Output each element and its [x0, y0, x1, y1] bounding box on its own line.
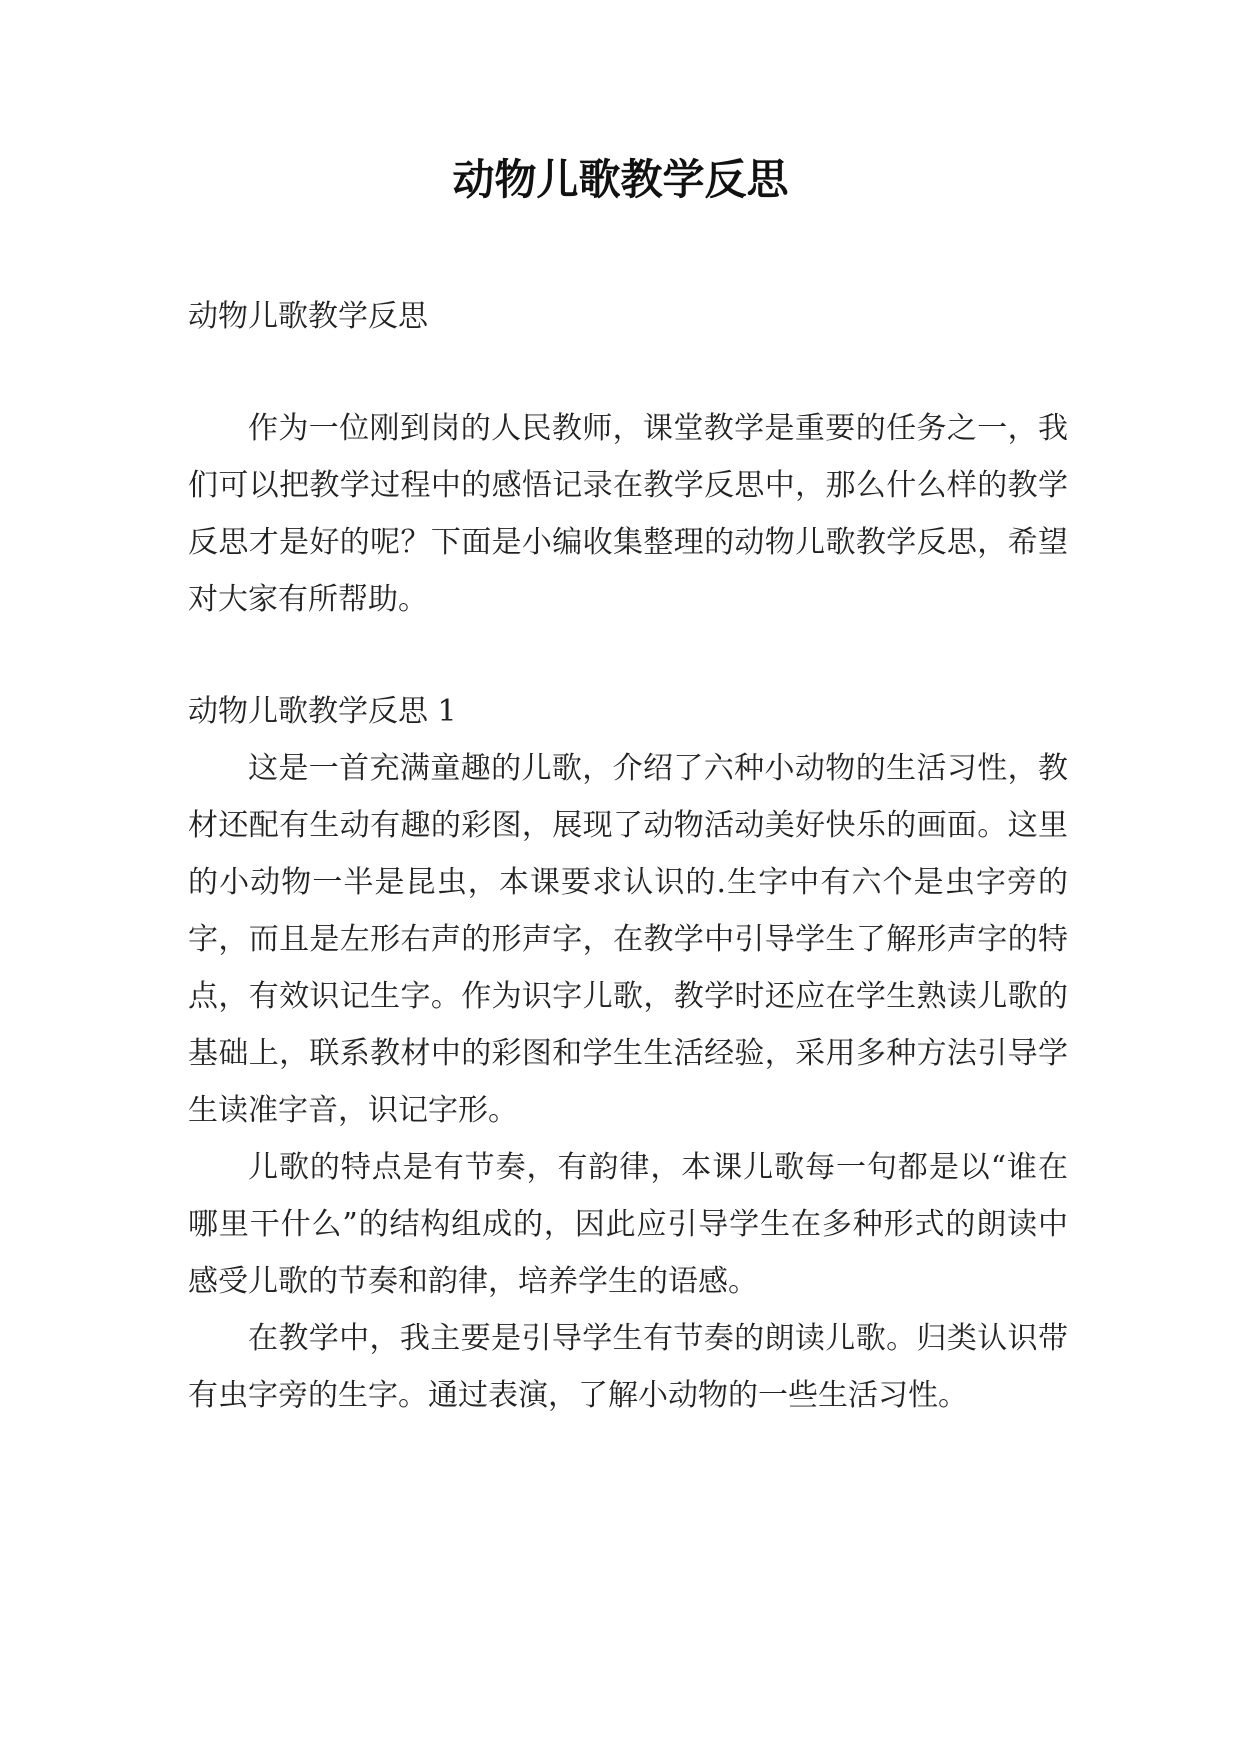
section-heading: 动物儿歌教学反思 1 [188, 694, 457, 729]
intro-paragraph: 作为一位刚到岗的人民教师，课堂教学是重要的任务之一，我们可以把教学过程中的感悟记录在教学反思中，那么什么样的教学反思才是好的呢？下面是小编收集整理的动物儿歌教学反思，希望对大家有所帮助。 [188, 411, 1068, 617]
body-paragraph-2: 儿歌的特点是有节奏，有韵律，本课儿歌每一句都是以“谁在哪里干什么”的结构组成的，因此应引导学生在多种形式的朗读中感受儿歌的节奏和韵律，培养学生的语感。 [188, 1150, 1068, 1299]
document-subtitle: 动物儿歌教学反思 [188, 299, 428, 334]
document-body [188, 288, 1068, 1424]
body-paragraph-1: 这是一首充满童趣的儿歌，介绍了六种小动物的生活习性，教材还配有生动有趣的彩图，展现了动物活动美好快乐的画面。这里的小动物一半是昆虫，本课要求认识的.生字中有六个是虫字旁的字，而且是左形右声的形声字，在教学中引导学生了解形声字的特点，有效识记生字。作为识字儿歌，教学时还应在学生熟读儿歌的基础上，联系教材中的彩图和学生生活经验，采用多种方法引导学生读准字音，识记字形。 [188, 751, 1068, 1128]
document-title: 动物儿歌教学反思 [452, 155, 789, 204]
body-paragraph-3: 在教学中，我主要是引导学生有节奏的朗读儿歌。归类认识带有虫字旁的生字。通过表演，了解小动物的一些生活习性。 [188, 1321, 1068, 1413]
